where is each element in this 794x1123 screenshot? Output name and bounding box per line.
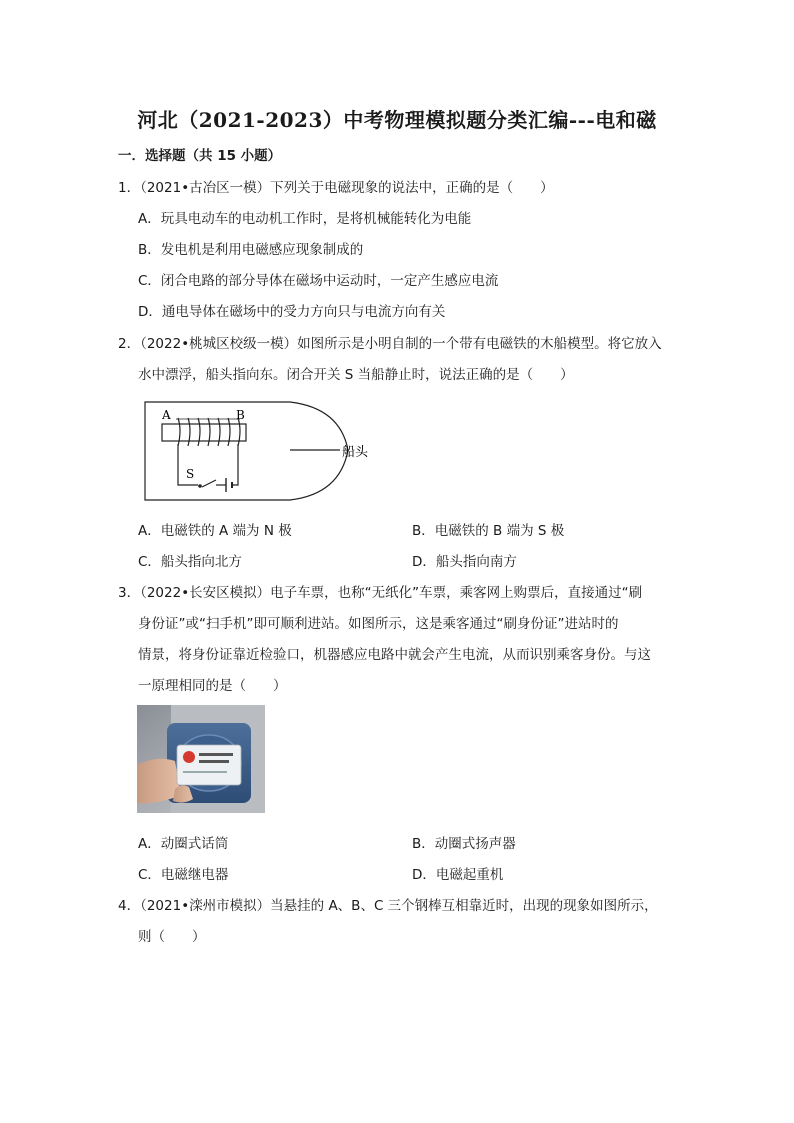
question-3-stem-line-1: 3．（2022•长安区模拟）电子车票，也称“无纸化”车票，乘客网上购票后，直接通过“刷 — [118, 585, 643, 601]
question-3-option-b: B．动圈式扬声器 — [412, 836, 516, 852]
coil-windings — [178, 418, 240, 446]
label-bow: 船头 — [342, 445, 369, 460]
question-1-option-a: A．玩具电动车的电动机工作时，是将机械能转化为电能 — [138, 211, 472, 227]
question-2-option-a: A．电磁铁的 A 端为 N 极 — [138, 523, 292, 539]
question-2-stem-line-1: 2．（2022•桃城区校级一模）如图所示是小明自制的一个带有电磁铁的木船模型。将它放入 — [118, 336, 662, 352]
question-3-option-a: A．动圈式话筒 — [138, 836, 229, 852]
iron-core — [162, 424, 246, 441]
switch-lever — [202, 480, 216, 487]
circuit-wire-right — [232, 444, 238, 485]
electromagnet-boat-diagram — [140, 398, 390, 504]
question-2-option-c: C．船头指向北方 — [138, 554, 242, 570]
document-title: 河北（2021-2023）中考物理模拟题分类汇编---电和磁 — [137, 108, 657, 132]
question-3-stem-line-2: 身份证”或“扫手机”即可顺利进站。如图所示，这是乘客通过“刷身份证”进站时的 — [138, 616, 619, 632]
question-1-stem: 1．（2021•古冶区一模）下列关于电磁现象的说法中，正确的是（ ） — [118, 180, 554, 196]
label-b: B — [236, 408, 245, 422]
label-s: S — [186, 467, 195, 481]
id-card — [177, 745, 241, 785]
id-card-scanner-photo — [137, 705, 265, 813]
question-3-stem-line-4: 一原理相同的是（ ） — [138, 678, 287, 694]
question-2-stem-line-2: 水中漂浮，船头指向东。闭合开关 S 当船静止时，说法正确的是（ ） — [138, 367, 574, 383]
question-3-option-c: C．电磁继电器 — [138, 867, 229, 883]
question-4-stem-line-2: 则（ ） — [138, 929, 206, 945]
question-3-stem-line-3: 情景，将身份证靠近检验口，机器感应电路中就会产生电流，从而识别乘客身份。与这 — [138, 647, 651, 663]
question-3-option-d: D．电磁起重机 — [412, 867, 504, 883]
question-1-option-b: B．发电机是利用电磁感应现象制成的 — [138, 242, 364, 258]
switch-contact — [198, 484, 202, 488]
question-2-option-d: D．船头指向南方 — [412, 554, 517, 570]
question-1-option-c: C．闭合电路的部分导体在磁场中运动时，一定产生感应电流 — [138, 273, 499, 289]
question-4-stem-line-1: 4．（2021•滦州市模拟）当悬挂的 A、B、C 三个钢棒互相靠近时，出现的现象如图所示， — [118, 898, 658, 914]
boat-hull — [145, 402, 348, 500]
section-heading: 一．选择题（共 15 小题） — [118, 148, 282, 164]
question-2-option-b: B．电磁铁的 B 端为 S 极 — [412, 523, 565, 539]
question-1-option-d: D．通电导体在磁场中的受力方向只与电流方向有关 — [138, 304, 446, 320]
label-a: A — [162, 408, 171, 422]
